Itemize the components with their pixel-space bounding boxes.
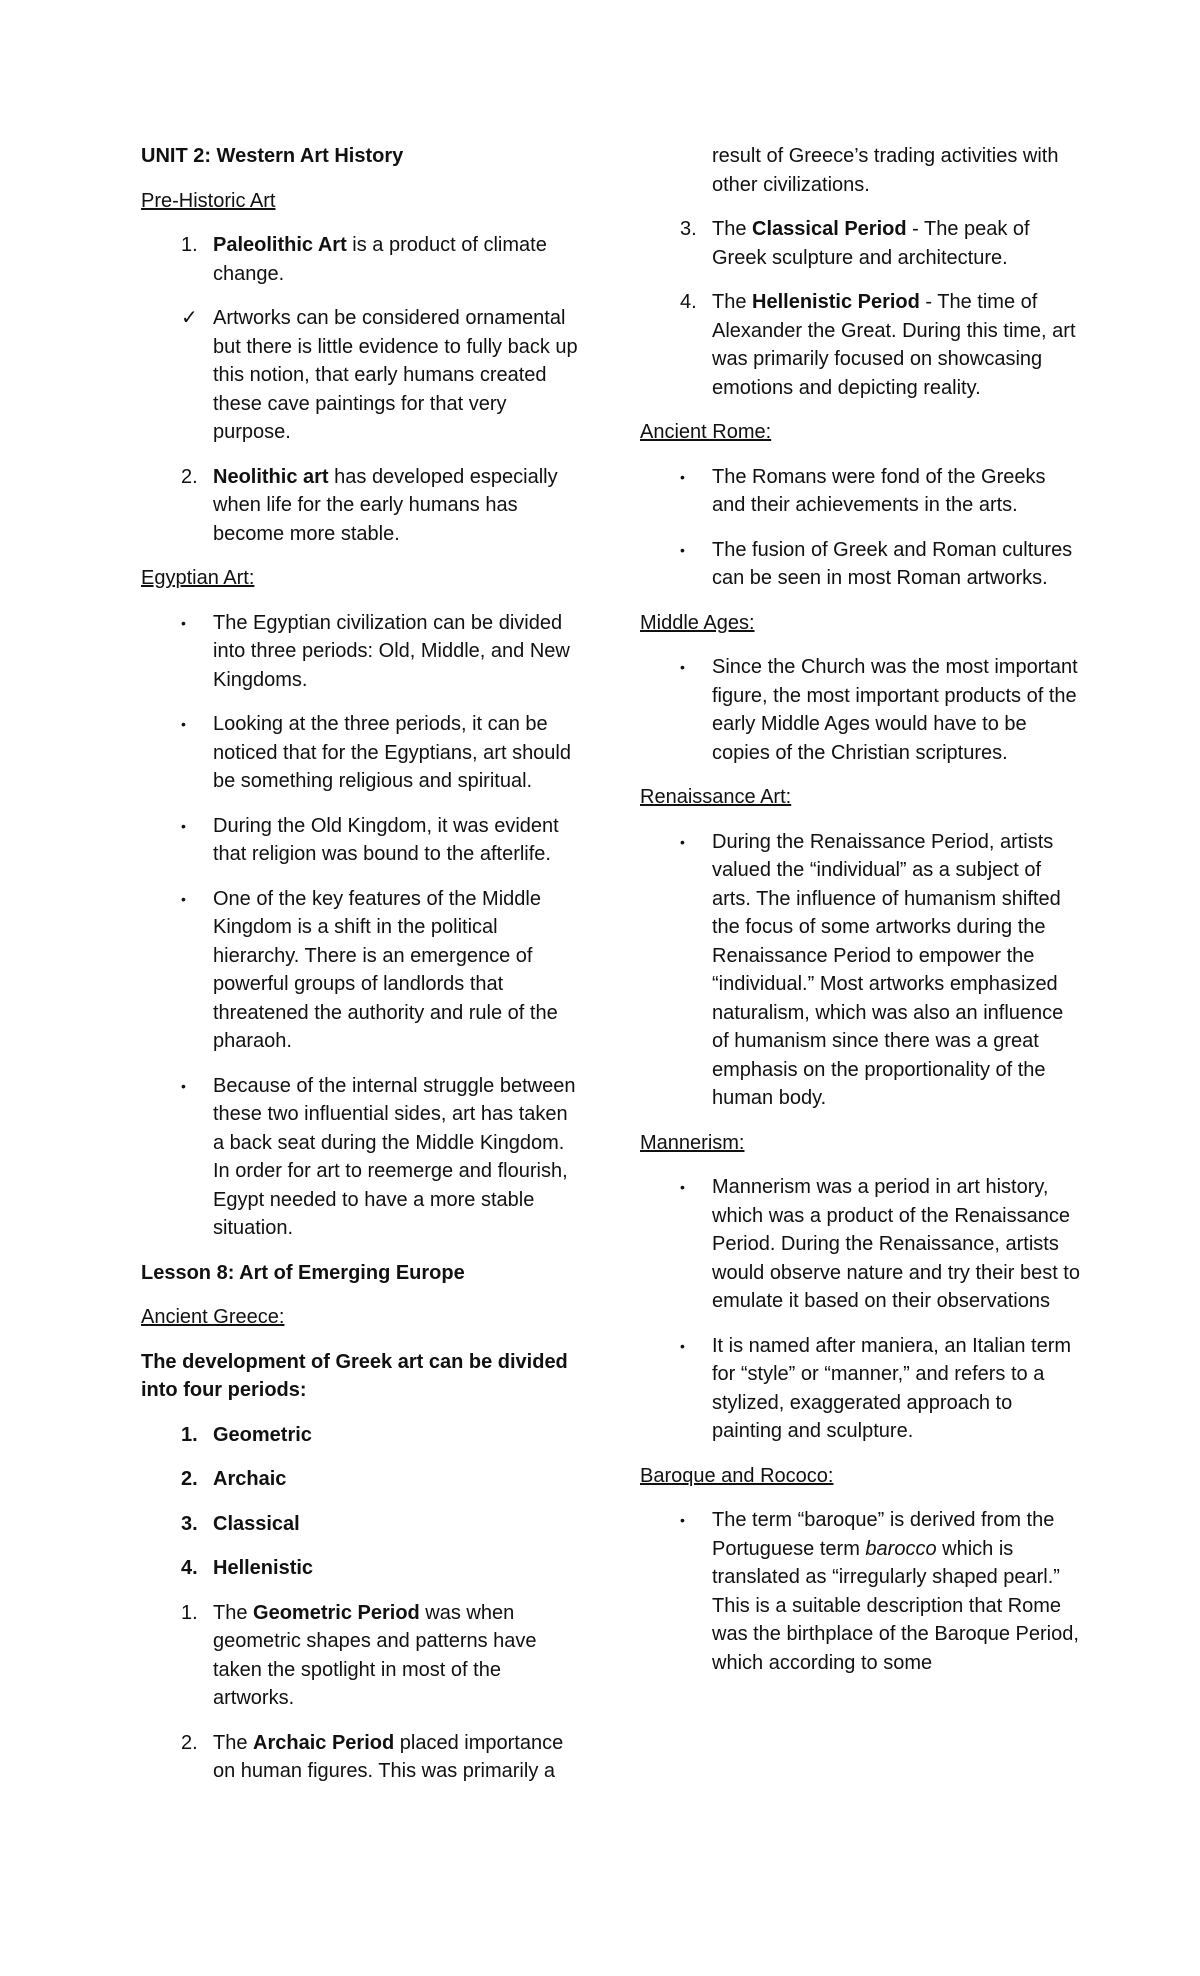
list-item <box>141 463 581 549</box>
period-item <box>141 1421 581 1450</box>
item-text: During the Old Kingdom, it was evident that religion was bound to the afterlife. <box>213 814 559 865</box>
term-bold: Neolithic art <box>213 465 329 488</box>
item-text: Because of the internal struggle between these two influential sides, art has taken a back seat during the Middle Kingdom. In order for art to reemerge and flourish, Egypt needed to have a more stable situation. <box>213 1074 576 1239</box>
item-text: is a product of climate change. <box>213 234 547 285</box>
item-text: placed importance on human figures. This was primarily a <box>213 1731 564 1782</box>
mannerism-heading: Mannerism: <box>640 1131 745 1154</box>
term-bold: Geometric Period <box>253 1601 420 1624</box>
list-item <box>141 812 581 869</box>
period-item <box>141 1465 581 1494</box>
item-text: Since the Church was the most important figure, the most important products of the early Middle Ages would have to be copies of the Christian scriptures. <box>712 656 1078 764</box>
bullet-icon: • <box>680 659 685 675</box>
bullet-icon: • <box>680 833 685 850</box>
period-label: Geometric <box>213 1423 312 1446</box>
list-number: 2. <box>181 465 198 488</box>
term-bold: Classical Period <box>752 218 907 240</box>
period-label: Archaic <box>213 1468 287 1490</box>
item-text: The <box>712 218 753 240</box>
item-text: has developed especially when life for the early humans has become more stable. <box>213 465 558 545</box>
item-text: The term “baroque” is derived from the Portuguese term <box>712 1509 1055 1560</box>
period-item <box>141 1554 581 1583</box>
item-text: One of the key features of the Middle Kingdom is a shift in the political hierarchy. There is an emergence of powerful groups of landlords that threatened the authority and rule of the pharaoh. <box>213 887 558 1052</box>
list-item <box>640 1332 1080 1446</box>
list-item <box>640 536 1080 593</box>
list-item <box>141 304 581 447</box>
list-number: 4. <box>680 291 697 313</box>
list-item <box>640 1506 1080 1677</box>
item-text: The Romans were fond of the Greeks and their achievements in the arts. <box>712 465 1046 516</box>
period-label: Classical <box>213 1512 300 1535</box>
prehistoric-heading: Pre-Historic Art <box>141 189 276 212</box>
bullet-icon: • <box>680 1512 685 1528</box>
bullet-icon: • <box>680 1179 685 1195</box>
term-bold: Archaic Period <box>253 1731 395 1754</box>
left-column <box>141 142 581 1802</box>
list-item <box>640 828 1080 1113</box>
item-text: was when geometric shapes and patterns have taken the spotlight in most of the artworks. <box>213 1601 537 1709</box>
item-text: The Egyptian civilization can be divided into three periods: Old, Middle, and New Kingdoms. <box>213 611 570 691</box>
list-item <box>141 1072 581 1243</box>
list-item <box>141 1599 581 1713</box>
item-text: - The peak of Greek sculpture and architecture. <box>712 218 1030 269</box>
item-text: Mannerism was a period in art history, which was a product of the Renaissance Period. During the Renaissance, artists would observe nature and try their best to emulate it based on their observations <box>712 1176 1080 1312</box>
bullet-icon: • <box>181 1077 186 1094</box>
item-text: which is translated as “irregularly shaped pearl.” This is a suitable description that Rome was the birthplace of the Baroque Period, which according to some <box>712 1537 1079 1674</box>
lesson-title: Lesson 8: Art of Emerging Europe <box>141 1261 465 1284</box>
right-column <box>640 142 1080 1693</box>
bullet-icon: • <box>181 817 186 834</box>
bullet-icon: • <box>680 468 685 485</box>
bullet-icon: • <box>181 614 186 631</box>
item-text: The <box>712 291 753 313</box>
list-number: 1. <box>181 1423 198 1446</box>
list-number: 1. <box>181 1601 198 1624</box>
continued-text: result of Greece’s trading activities with other civilizations. <box>712 145 1059 196</box>
list-number: 2. <box>181 1731 198 1754</box>
list-item <box>141 885 581 1056</box>
term-bold: Hellenistic Period <box>752 291 920 313</box>
period-label: Hellenistic <box>213 1557 314 1579</box>
item-text: The <box>213 1601 254 1624</box>
bullet-icon: • <box>680 1337 685 1354</box>
list-item <box>640 1173 1080 1316</box>
item-text: Artworks can be considered ornamental but there is little evidence to fully back up this notion, that early humans created these cave paintings for that very purpose. <box>213 307 578 443</box>
renaissance-heading: Renaissance Art: <box>640 786 792 808</box>
list-item <box>640 653 1080 767</box>
item-text: - The time of Alexander the Great. During this time, art was primarily focused on showcasing emotions and depicting reality. <box>712 291 1076 399</box>
list-item <box>141 231 581 288</box>
baroque-heading: Baroque and Rococo: <box>640 1464 834 1487</box>
middle-ages-heading: Middle Ages: <box>640 611 755 634</box>
list-item <box>640 288 1080 402</box>
list-number: 2. <box>181 1468 198 1490</box>
term-bold: Paleolithic Art <box>213 234 347 256</box>
period-item <box>141 1510 581 1539</box>
bullet-icon: • <box>181 716 186 732</box>
greece-intro: The development of Greek art can be divided into four periods: <box>141 1350 568 1401</box>
term-italic: barocco <box>865 1537 937 1560</box>
rome-heading: Ancient Rome: <box>640 421 772 443</box>
item-text: The fusion of Greek and Roman cultures can be seen in most Roman artworks. <box>712 538 1073 589</box>
bullet-icon: • <box>181 890 186 907</box>
bullet-icon: • <box>680 541 685 558</box>
item-text: The <box>213 1731 254 1754</box>
item-text: During the Renaissance Period, artists valued the “individual” as a subject of arts. The influence of humanism shifted the focus of some artworks during the Renaissance Period to empower the “individual.” Most artworks emphasized naturalism, which was also an influence of humanism since there was a great emphasis on the proportionality of the human body. <box>712 830 1064 1109</box>
list-number: 1. <box>181 234 198 256</box>
greece-heading: Ancient Greece: <box>141 1306 285 1328</box>
item-text: Looking at the three periods, it can be noticed that for the Egyptians, art should be something religious and spiritual. <box>213 713 571 792</box>
list-item <box>141 609 581 695</box>
egyptian-heading: Egyptian Art: <box>141 567 255 589</box>
list-item <box>640 463 1080 520</box>
unit-title: UNIT 2: Western Art History <box>141 145 404 167</box>
checkmark-icon: ✓ <box>181 307 198 329</box>
list-item <box>640 215 1080 272</box>
item-text: It is named after maniera, an Italian term for “style” or “manner,” and refers to a stylized, exaggerated approach to painting and sculpture. <box>712 1334 1072 1442</box>
list-number: 3. <box>181 1512 198 1535</box>
list-item <box>141 710 581 796</box>
list-number: 4. <box>181 1557 198 1579</box>
list-number: 3. <box>680 218 697 240</box>
list-item <box>141 1729 581 1786</box>
